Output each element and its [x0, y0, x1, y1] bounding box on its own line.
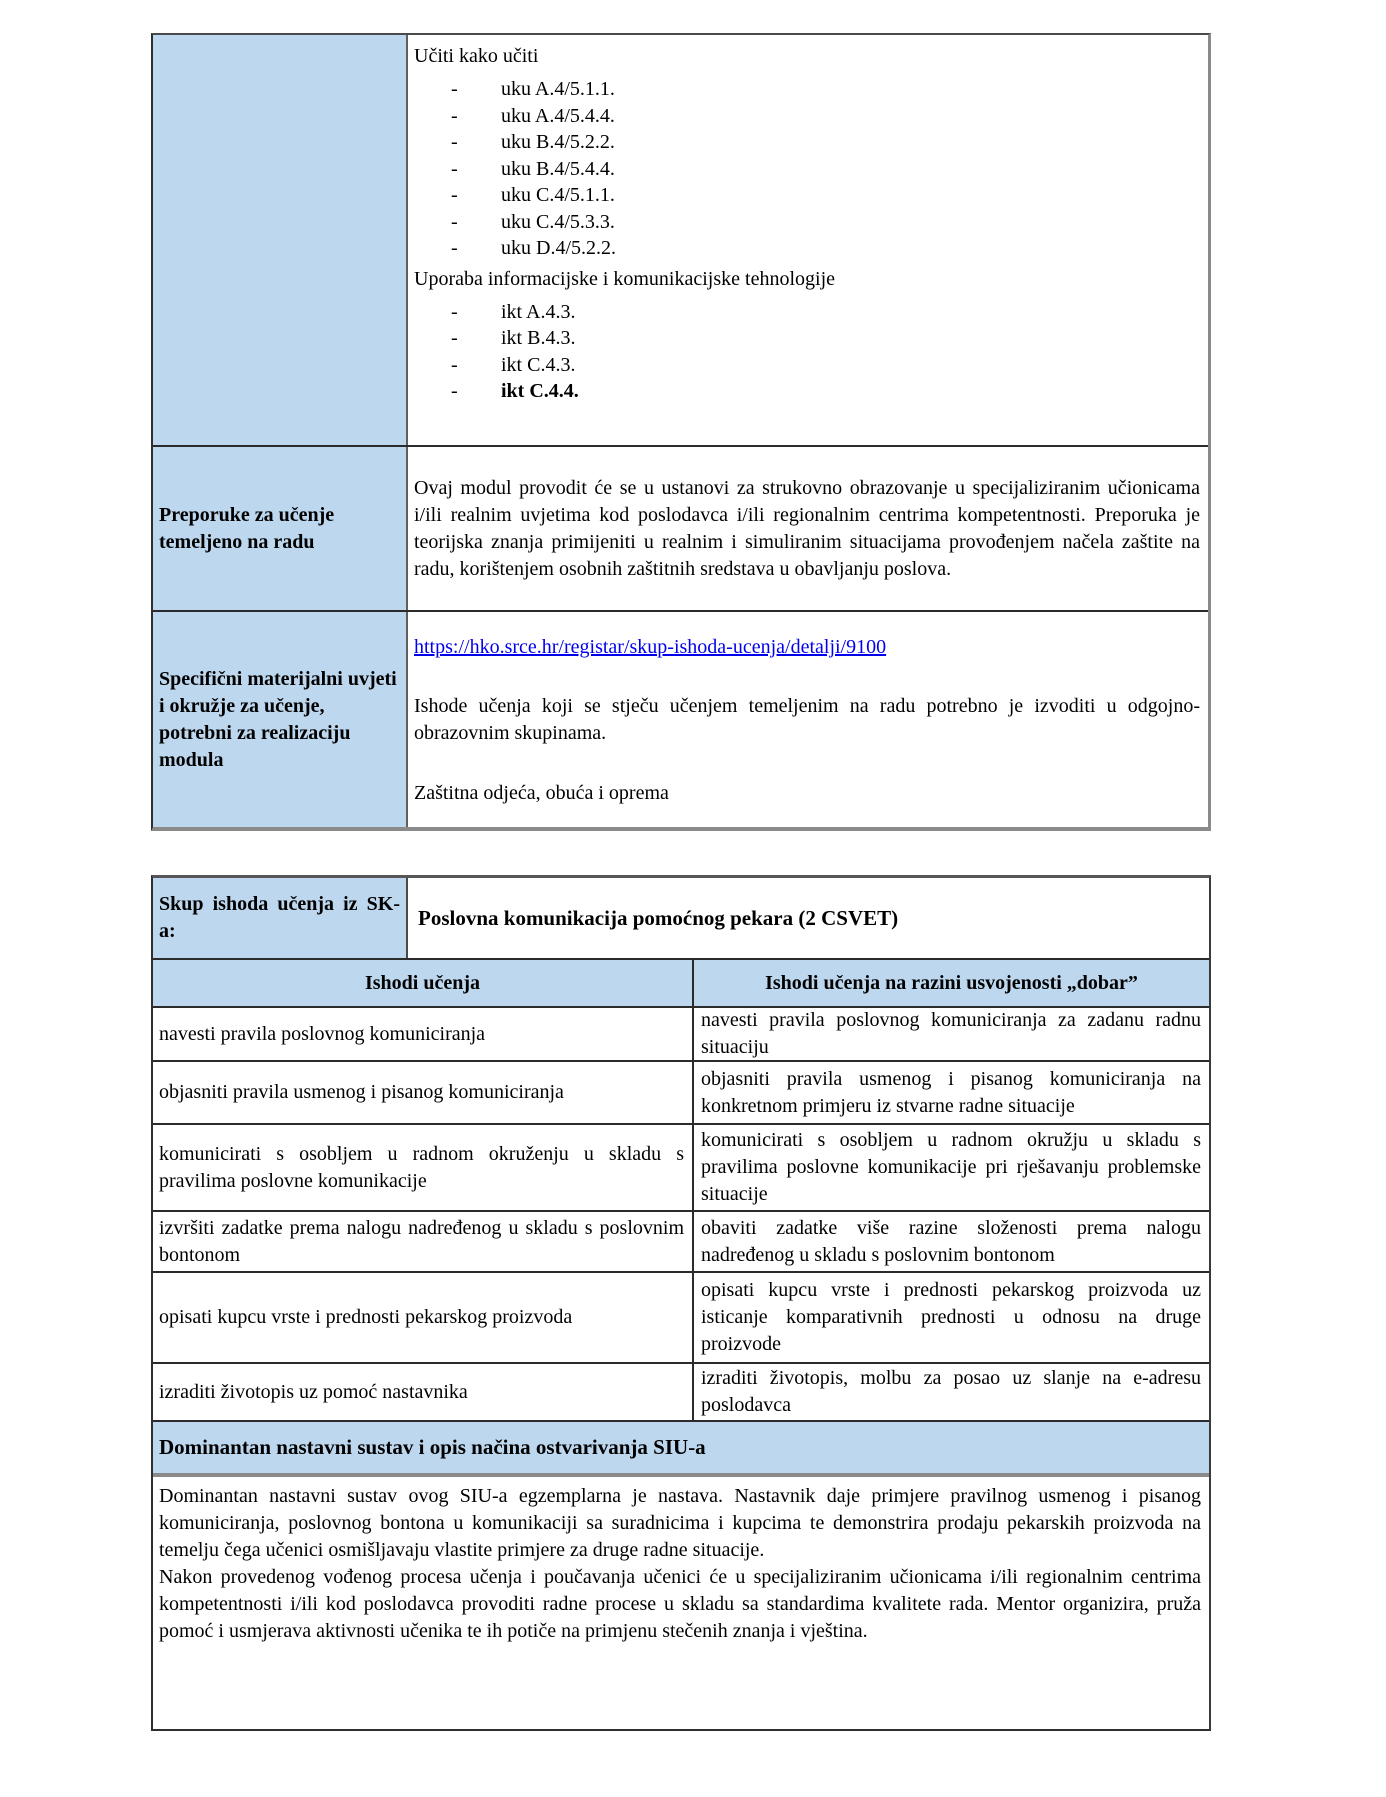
outcome-left-cell: opisati kupcu vrste i prednosti pekarskog proizvoda	[153, 1273, 694, 1362]
uku-section-title: Učiti kako učiti	[414, 45, 539, 67]
link-line	[414, 634, 1200, 661]
dominantan-paragraph-1: Dominantan nastavni sustav ovog SIU-a egzemplarna je nastava. Nastavnik daje primjere pravilnog usmenog i pisanog komuniciranja, poslovnog bontona u komunikaciji sa suradnicima i kupcima te demonstrira prodaju pekarskih proizvoda na temelju čega učenici osmišljavaju vlastite primjere za druge radne situacije.	[159, 1485, 1201, 1561]
learning-outcomes-table	[151, 875, 1211, 1731]
uku-list-item: - uku C.4/5.3.3.	[414, 209, 1200, 236]
skup-label-cell	[153, 878, 408, 958]
outcome-row	[153, 1362, 1209, 1420]
uku-list-item: - uku A.4/5.1.1.	[414, 76, 1200, 103]
outcome-right-cell: obaviti zadatke više razine složenosti prema nalogu nadređenog u skladu s poslovnim bontonom	[701, 1216, 1201, 1266]
specificni-content-cell	[408, 612, 1208, 827]
ikt-list-item: - ikt C.4.3.	[414, 352, 1200, 379]
skup-value-cell	[408, 878, 1209, 958]
ikt-list-item: - ikt A.4.3.	[414, 299, 1200, 326]
dominantan-description-cell	[153, 1477, 1209, 1729]
dash-bullet-icon: -	[451, 327, 458, 349]
column-header-row	[153, 958, 1209, 1006]
outcome-left-cell: navesti pravila poslovnog komuniciranja	[153, 1008, 694, 1060]
competencies-content-cell	[408, 35, 1208, 445]
outcome-left-cell: objasniti pravila usmenog i pisanog komuniciranja	[153, 1062, 694, 1123]
competencies-row	[153, 35, 1208, 445]
column-header-right: Ishodi učenja na razini usvojenosti „dobar”	[694, 960, 1209, 1006]
outcome-row	[153, 1210, 1209, 1271]
uku-list	[414, 76, 1200, 262]
module-details-table	[151, 33, 1211, 831]
specificni-text-2: Zaštitna odjeća, obuća i oprema	[414, 782, 669, 804]
outcome-right-cell: navesti pravila poslovnog komuniciranja za zadanu radnu situaciju	[701, 1009, 1201, 1058]
outcome-row	[153, 1123, 1209, 1210]
outcome-row	[153, 1006, 1209, 1060]
outcome-right-cell: objasniti pravila usmenog i pisanog komuniciranja na konkretnom primjeru iz stvarne radne situacije	[701, 1067, 1201, 1117]
uku-list-item: - uku B.4/5.2.2.	[414, 129, 1200, 156]
uku-list-item: - uku A.4/5.4.4.	[414, 103, 1200, 130]
outcome-row	[153, 1271, 1209, 1362]
dash-bullet-icon: -	[451, 237, 458, 259]
outcome-row	[153, 1060, 1209, 1123]
skup-value: Poslovna komunikacija pomoćnog pekara (2 CSVET)	[418, 905, 899, 930]
dominantan-paragraph-2: Nakon provedenog vođenog procesa učenja i poučavanja učenici će u specijaliziranim učionicama i/ili regionalnim centrima kompetentnosti i/ili kod poslodavca provoditi radne procese u skladu sa standardima kvalitete rada. Mentor organizira, pruža pomoć i usmjerava aktivnosti učenika te ih potiče na primjenu stečenih znanja i vještina.	[159, 1566, 1201, 1642]
dash-bullet-icon: -	[451, 210, 458, 233]
uku-list-item: - uku D.4/5.2.2.	[414, 235, 1200, 262]
preporuke-text: Ovaj modul provodit će se u ustanovi za strukovno obrazovanje u specijaliziranim učionicama i/ili realnim uvjetima kod poslodavca i/ili regionalnim centrima kompetentnosti. Preporuka je teorijska znanja primijeniti u realnim i simuliranim situacijama provođenjem načela zaštite na radu, korištenjem osobnih zaštitnih sredstava u obavljanju poslova.	[414, 476, 1200, 580]
ikt-list-item: - ikt C.4.4.	[414, 378, 1200, 405]
uku-list-item: - uku C.4/5.1.1.	[414, 182, 1200, 209]
dash-bullet-icon: -	[451, 157, 458, 180]
dash-bullet-icon: -	[451, 78, 458, 100]
dash-bullet-icon: -	[451, 380, 458, 402]
preporuke-row	[153, 445, 1208, 610]
preporuke-content-cell	[408, 447, 1208, 610]
uku-list-item: - uku B.4/5.4.4.	[414, 156, 1200, 183]
dash-bullet-icon: -	[451, 353, 458, 376]
skup-label: Skup ishoda učenja iz SK-a:	[159, 893, 400, 942]
skup-row	[153, 878, 1209, 958]
hko-registry-link[interactable]: https://hko.srce.hr/registar/skup-ishoda-ucenja/detalji/9100	[414, 636, 887, 658]
dash-bullet-icon: -	[451, 300, 458, 323]
specificni-text-1: Ishode učenja koji se stječu učenjem temeljenim na radu potrebno je izvoditi u odgojno-obrazovnim skupinama.	[414, 695, 1200, 744]
preporuke-label-cell	[153, 447, 408, 610]
specificni-row	[153, 610, 1208, 827]
outcome-left-cell: izraditi životopis uz pomoć nastavnika	[153, 1364, 694, 1420]
dash-bullet-icon: -	[451, 184, 458, 206]
specificni-label: Specifični materijalni uvjeti i okružje za učenje, potrebni za realizaciju modula	[159, 667, 397, 771]
outcome-left-cell: komunicirati s osobljem u radnom okruženju u skladu s pravilima poslovne komunikacije	[153, 1125, 694, 1210]
specificni-label-cell	[153, 612, 408, 827]
dominantan-header-row	[153, 1420, 1209, 1477]
outcome-left-cell: izvršiti zadatke prema nalogu nadređenog u skladu s poslovnim bontonom	[153, 1212, 694, 1271]
competencies-label-cell	[153, 35, 408, 445]
outcome-right-cell: izraditi životopis, molbu za posao uz slanje na e-adresu poslodavca	[701, 1367, 1201, 1416]
ikt-list	[414, 299, 1200, 405]
ikt-section-title: Uporaba informacijske i komunikacijske tehnologije	[414, 267, 835, 290]
outcome-right-cell: komunicirati s osobljem u radnom okružju u skladu s pravilima poslovne komunikacije pri rješavanju problemske situacije	[701, 1129, 1201, 1205]
column-header-left: Ishodi učenja	[153, 960, 694, 1006]
dash-bullet-icon: -	[451, 104, 458, 127]
dash-bullet-icon: -	[451, 131, 458, 153]
outcome-right-cell: opisati kupcu vrste i prednosti pekarskog proizvoda uz isticanje komparativnih prednosti u odnosu na druge proizvode	[701, 1279, 1201, 1355]
preporuke-label: Preporuke za učenje temeljeno na radu	[159, 503, 335, 553]
dominantan-header: Dominantan nastavni sustav i opis načina ostvarivanja SIU-a	[159, 1435, 706, 1459]
ikt-list-item: - ikt B.4.3.	[414, 325, 1200, 352]
